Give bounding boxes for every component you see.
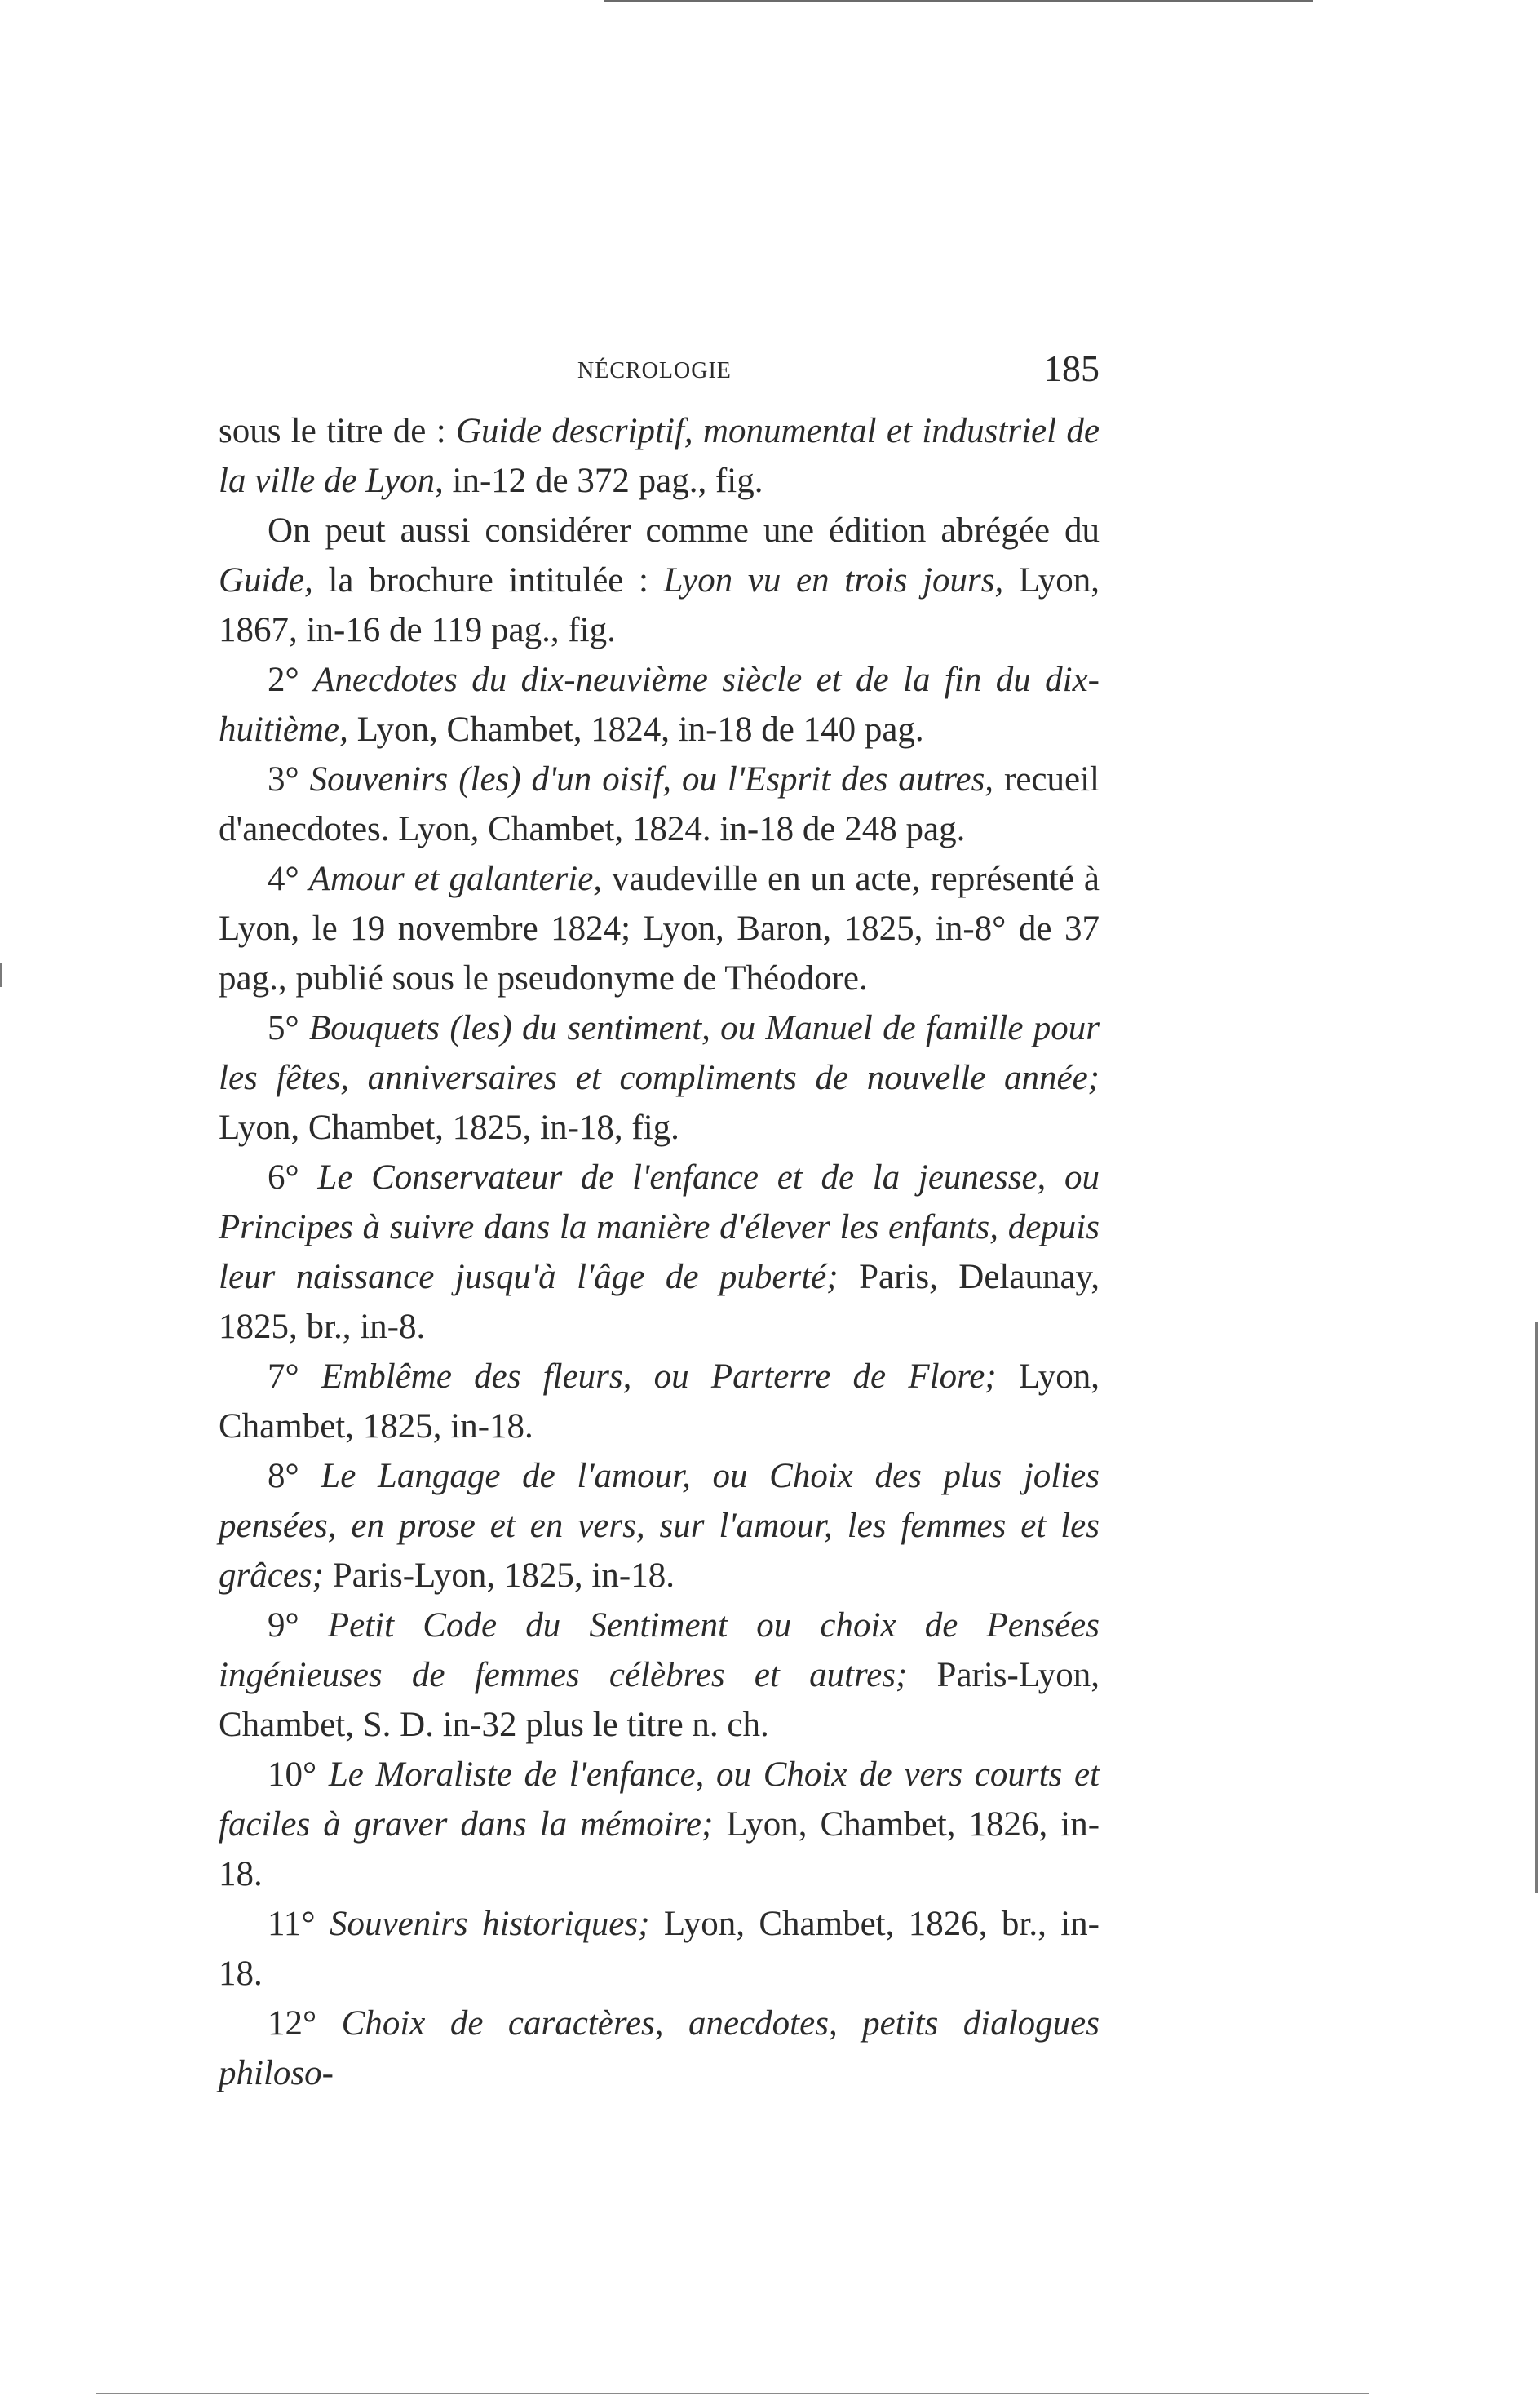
paragraph [219,655,1100,755]
text-run: Lyon, Chambet, 1825, in-18. [219,1357,1100,1445]
paragraph [219,1600,1100,1750]
text-run: recueil d'anecdotes. Lyon, Chambet, 1824. in-18 de 248 pag. [219,760,1100,848]
right-edge-rule [1535,1322,1538,1893]
page-number: 185 [1043,348,1100,389]
italic-title-run: Lyon vu en trois jours, [663,561,1004,600]
text-run: sous le titre de : [219,412,456,450]
text-run: 11° [268,1905,330,1943]
italic-title-run: Le Moraliste de l'enfance, ou Choix de vers courts et faciles à graver dans la mémoire; [219,1755,1100,1844]
page-header [219,347,1100,404]
text-run: 12° [268,2004,342,2043]
text-run: 9° [268,1606,328,1645]
italic-title-run: Souvenirs (les) d'un oisif, ou l'Esprit des autres, [309,760,994,799]
paragraph [219,406,1100,506]
text-run: 6° [268,1158,318,1197]
text-run: Lyon, Chambet, 1826, in-18. [219,1805,1100,1893]
running-title: NÉCROLOGIE [578,358,732,383]
text-run: 7° [268,1357,321,1396]
paragraph [219,854,1100,1003]
text-body [219,406,1100,2098]
text-run: Lyon, 1867, in-16 de 119 pag., fig. [219,561,1100,649]
paragraph [219,1750,1100,1899]
paragraph [219,1153,1100,1352]
italic-title-run: Le Langage de l'amour, ou Choix des plus jolies pensées, en prose et en vers, sur l'amour, les femmes et les grâces; [219,1457,1100,1595]
paragraph [219,1899,1100,1999]
text-run: 10° [268,1755,329,1794]
italic-title-run: Emblême des fleurs, ou Parterre de Flore; [321,1357,997,1396]
text-run: Lyon, Chambet, 1826, br., in-18. [219,1905,1100,1993]
text-run: 4° [268,860,309,898]
paragraph [219,1352,1100,1451]
paragraph [219,1003,1100,1153]
italic-title-run: Guide, [219,561,313,600]
italic-title-run: Bouquets (les) du sentiment, ou Manuel de famille pour les fêtes, anniversaires et compliments de nouvelle année; [219,1009,1100,1097]
paragraph [219,506,1100,655]
text-run: Paris-Lyon, Chambet, S. D. in-32 plus le titre n. ch. [219,1656,1100,1744]
italic-title-run: Guide descriptif, monumental et industriel de la ville de Lyon, [219,412,1100,500]
text-run: la brochure intitulée : [312,561,664,600]
text-run: On peut aussi considérer comme une édition abrégée du [268,511,1100,550]
italic-title-run: Anecdotes du dix-neuvième siècle et de la fin du dix-huitième, [219,661,1100,749]
text-run: Paris-Lyon, 1825, in-18. [323,1556,675,1595]
left-margin-mark [0,963,2,987]
text-run: vaudeville en un acte, représenté à Lyon, le 19 novembre 1824; Lyon, Baron, 1825, in-8° de 37 pag., publié sous le pseudonyme de Théodore. [219,860,1100,998]
italic-title-run: Choix de caractères, anecdotes, petits dialogues philoso- [219,2004,1100,2092]
italic-title-run: Petit Code du Sentiment ou choix de Pensées ingénieuses de femmes célèbres et autres; [219,1606,1100,1694]
text-run: Lyon, Chambet, 1824, in-18 de 140 pag. [347,711,924,749]
bottom-edge-rule [96,2393,1369,2394]
text-run: in-12 de 372 pag., fig. [443,462,763,500]
text-run: Paris, Delaunay, 1825, br., in-8. [219,1258,1100,1346]
text-run: 5° [268,1009,309,1047]
text-run: 8° [268,1457,321,1495]
paragraph [219,1451,1100,1600]
text-run: Lyon, Chambet, 1825, in-18, fig. [219,1109,679,1147]
paragraph [219,1999,1100,2098]
text-run: 3° [268,760,310,799]
italic-title-run: Amour et galanterie, [308,860,603,898]
top-edge-rule [604,0,1313,2]
text-run: 2° [268,661,314,699]
paragraph [219,755,1100,854]
italic-title-run: Souvenirs historiques; [330,1905,650,1943]
italic-title-run: Le Conservateur de l'enfance et de la jeunesse, ou Principes à suivre dans la manière d'élever les enfants, depuis leur naissance jusqu'à l'âge de puberté; [219,1158,1100,1296]
